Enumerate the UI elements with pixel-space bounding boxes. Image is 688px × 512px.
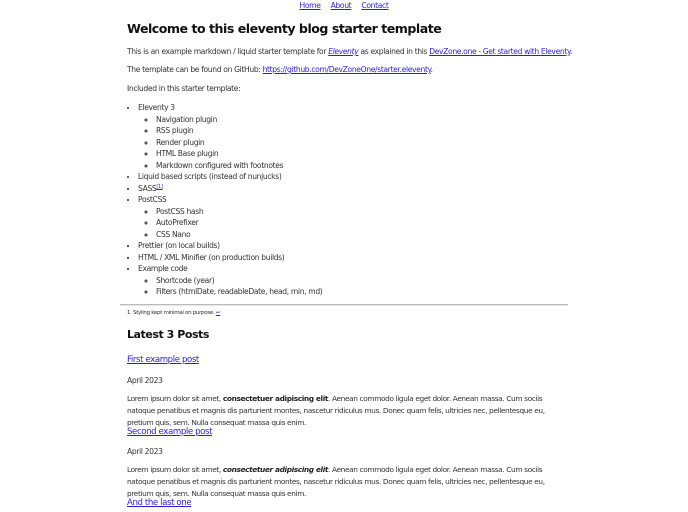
feature-subitem: ◦ Filters (htmlDate, readableDate, head, min, md) xyxy=(156,286,322,298)
post-excerpt-end: . Aenean commodo ligula eget dolor. Aenean massa. Cum sociis natoque penatibus et magnis dis parturient montes, nascetur ridiculus mus. Donec quam felis, ultricies nec, pellentesque eu, pretium quis, sem. Nulla consequat massa quis enim. xyxy=(127,465,545,498)
feature-subitem: ◦ Markdown configured with footnotes xyxy=(156,160,322,172)
intro-text-middle: as explained in this xyxy=(358,47,430,56)
intro-text-before: This is an example markdown / liquid starter template for xyxy=(127,47,329,56)
feature-sublist xyxy=(138,206,322,241)
post-excerpt-start: Lorem ipsum dolor sit amet, xyxy=(127,394,223,403)
footnote-ref-link[interactable]: [1] xyxy=(156,183,163,190)
feature-label: PostCSS xyxy=(138,195,167,204)
feature-subitem: ◦ RSS plugin xyxy=(156,125,322,137)
latest-posts-heading: Latest 3 Posts xyxy=(127,328,209,341)
post-title-link[interactable]: And the last one xyxy=(127,498,192,508)
feature-subitem: ◦ HTML Base plugin xyxy=(156,148,322,160)
post-date: April 2023 xyxy=(127,376,163,385)
post-title-link[interactable]: Second example post xyxy=(127,427,213,437)
feature-item: • HTML / XML Minifier (on production builds) xyxy=(138,252,322,264)
intro-text-after: . xyxy=(570,47,573,56)
github-paragraph xyxy=(127,65,433,75)
footnote-text: Styling kept minimal on purpose. xyxy=(133,310,216,316)
included-label: Included in this starter template: xyxy=(127,84,241,93)
feature-item xyxy=(138,263,322,298)
feature-label: Eleventy 3 xyxy=(138,103,175,112)
eleventy-link[interactable] xyxy=(328,47,358,56)
feature-subitem: ◦ PostCSS hash xyxy=(156,206,322,218)
github-link[interactable]: https://github.com/DevZoneOne/starter.eleventy xyxy=(262,65,431,74)
post-excerpt xyxy=(127,464,572,500)
footnote-item xyxy=(133,308,220,318)
feature-sublist xyxy=(138,275,322,298)
post-excerpt-end: . Aenean commodo ligula eget dolor. Aenean massa. Cum sociis natoque penatibus et magnis dis parturient montes, nascetur ridiculus mus. Donec quam felis, ultricies nec, pellentesque eu, pretium quis, sem. Nulla consequat massa quis enim. xyxy=(127,394,545,427)
post-date: April 2023 xyxy=(127,447,163,456)
intro-paragraph xyxy=(127,47,572,57)
post-excerpt-emphasis: consectetuer adipiscing elit xyxy=(222,465,329,474)
footnote-backref-link[interactable]: ↩ xyxy=(215,310,221,316)
devzone-link[interactable]: DevZone.one - Get started with Eleventy xyxy=(429,47,571,56)
post-excerpt-start: Lorem ipsum dolor sit amet, xyxy=(127,465,223,474)
nav-link-about[interactable]: About xyxy=(330,1,352,10)
feature-item: • Prettier (on local builds) xyxy=(138,240,322,252)
post-title-link[interactable]: First example post xyxy=(127,355,199,365)
feature-item xyxy=(138,102,322,171)
footnotes-separator xyxy=(120,304,568,306)
feature-label: SASS xyxy=(138,183,157,193)
post-excerpt xyxy=(127,393,572,429)
feature-item xyxy=(138,194,322,240)
page-title: Welcome to this eleventy blog starter template xyxy=(127,21,442,36)
feature-subitem: ◦ Render plugin xyxy=(156,137,322,149)
feature-item xyxy=(138,183,322,195)
feature-label: Example code xyxy=(138,264,188,273)
top-nav xyxy=(0,1,688,11)
features-list xyxy=(127,102,322,298)
nav-link-home[interactable]: Home xyxy=(299,1,321,10)
footnotes-list xyxy=(124,308,220,318)
feature-subitem: ◦ Shortcode (year) xyxy=(156,275,322,287)
feature-subitem: ◦ Navigation plugin xyxy=(156,114,322,126)
feature-subitem: ◦ CSS Nano xyxy=(156,229,322,241)
feature-item: • Liquid based scripts (instead of nunjucks) xyxy=(138,171,322,183)
feature-sublist xyxy=(138,114,322,172)
nav-link-contact[interactable]: Contact xyxy=(361,1,389,10)
github-text-after: . xyxy=(430,65,433,74)
github-text-before: The template can be found on GitHub: xyxy=(127,65,263,74)
feature-subitem: ◦ AutoPrefixer xyxy=(156,217,322,229)
post-excerpt-emphasis: consectetuer adipiscing elit xyxy=(222,394,329,403)
eleventy-link-text: Eleventy xyxy=(328,47,359,56)
